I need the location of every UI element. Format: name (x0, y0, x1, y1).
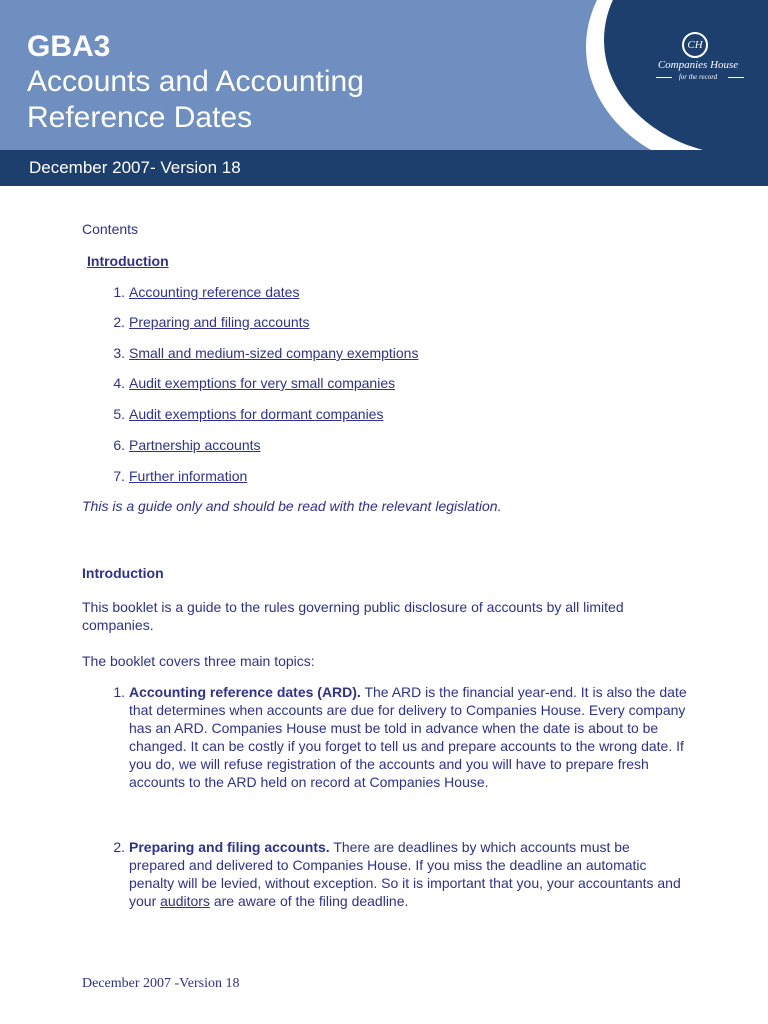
topic-lead: Preparing and filing accounts. (129, 839, 330, 855)
logo-name: Companies House (657, 59, 739, 71)
topic-text-tail: are aware of the filing deadline. (209, 893, 409, 909)
introduction-heading: Introduction (82, 565, 164, 581)
document-code: GBA3 (27, 30, 111, 63)
logo-tagline: for the record (678, 73, 718, 81)
toc-link-accounting-reference-dates[interactable]: Accounting reference dates (129, 284, 300, 300)
toc-link-introduction[interactable]: Introduction (87, 253, 169, 269)
toc-item-number: 2. (113, 314, 125, 330)
auditors-link[interactable]: auditors (160, 893, 210, 909)
topic-body (129, 838, 689, 910)
topic-text: There are deadlines by which accounts must be prepared and delivered to Companies House. If you miss the deadline an automatic penalty will be levied, without exception. So it is important that you, your accountants and your (129, 839, 681, 909)
toc-link-audit-exemptions-small[interactable]: Audit exemptions for very small companies (129, 375, 396, 391)
toc-item-number: 1. (113, 284, 125, 300)
toc-item-number: 3. (113, 345, 125, 361)
topics-intro-paragraph: The booklet covers three main topics: (82, 653, 315, 669)
version-band (0, 150, 768, 186)
topic-lead: Accounting reference dates (ARD). (129, 684, 361, 700)
introduction-paragraph: This booklet is a guide to the rules governing public disclosure of accounts by all limited companies. (82, 599, 624, 633)
document-version: December 2007- Version 18 (29, 158, 241, 177)
toc-link-preparing-and-filing-accounts[interactable]: Preparing and filing accounts (129, 314, 310, 330)
toc-link-audit-exemptions-dormant[interactable]: Audit exemptions for dormant companies (129, 406, 384, 422)
document-title-line-2: Reference Dates (27, 101, 253, 134)
toc-link-small-medium-exemptions[interactable]: Small and medium-sized company exemptions (129, 345, 419, 361)
document-title-line-1: Accounts and Accounting (27, 65, 364, 98)
contents-heading: Contents (82, 221, 139, 237)
toc-link-further-information[interactable]: Further information (129, 468, 248, 484)
topic-text: The ARD is the financial year-end. It is also the date that determines when accounts are due for delivery to Companies House. Every company has an ARD. Companies House must be told in advance when the date is about to be changed. It can be costly if you forget to tell us and prepare accounts to the wrong date. If you do, we will refuse registration of the accounts and you will have to prepare fresh accounts to the ARD held on record at Companies House. (129, 684, 687, 790)
document-title (27, 64, 364, 136)
page-footer: December 2007 -Version 18 (82, 976, 240, 991)
topic-number: 2. (113, 839, 125, 855)
toc-item-number: 4. (113, 375, 125, 391)
toc-link-partnership-accounts[interactable]: Partnership accounts (129, 437, 261, 453)
toc-item-number: 5. (113, 406, 125, 422)
guide-disclaimer: This is a guide only and should be read with the relevant legislation. (82, 498, 502, 514)
topic-body (129, 683, 689, 791)
document-header (0, 0, 768, 150)
toc-item-number: 7. (113, 468, 125, 484)
logo-rule-right (728, 77, 744, 78)
companies-house-crest-icon: CH (682, 32, 708, 58)
topic-number: 1. (113, 684, 125, 700)
toc-item-number: 6. (113, 437, 125, 453)
